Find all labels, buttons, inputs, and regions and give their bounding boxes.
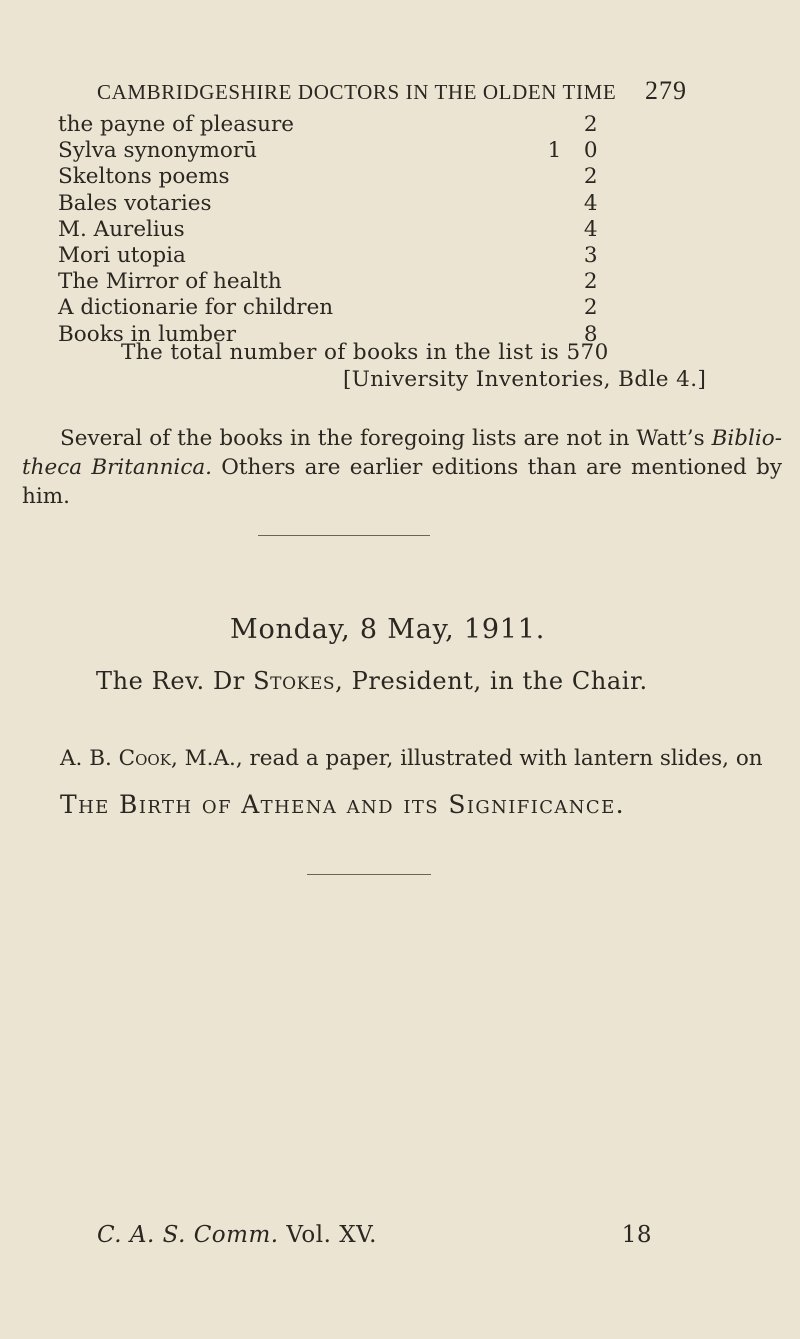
book-title: Skeltons poems xyxy=(58,164,230,190)
book-count: 2 xyxy=(583,269,598,295)
chair-line: The Rev. Dr Stokes, President, in the Chair. xyxy=(96,667,648,695)
page-number: 279 xyxy=(645,76,687,105)
book-title: The Mirror of health xyxy=(58,269,282,295)
book-title: Sylva synonymorū xyxy=(58,138,257,164)
footer-signature-mark: C. A. S. Comm. Vol. XV. xyxy=(97,1222,377,1248)
list-item xyxy=(58,243,598,269)
book-count: 2 xyxy=(583,164,598,190)
paragraph-paper-read: A. B. Cook, M.A., read a paper, illustrated with lantern slides, on xyxy=(60,745,763,771)
source-citation: [University Inventories, Bdle 4.] xyxy=(343,367,707,392)
book-count: 2 xyxy=(583,112,598,137)
list-item xyxy=(58,138,598,164)
signature-number: 18 xyxy=(621,1222,652,1248)
book-count: 2 xyxy=(583,295,598,321)
book-title: Mori utopia xyxy=(58,242,186,268)
section-divider xyxy=(258,535,430,536)
president-name: Stokes xyxy=(253,667,336,695)
book-title: A dictionarie for children xyxy=(58,295,334,321)
running-title: CAMBRIDGESHIRE DOCTORS IN THE OLDEN TIME xyxy=(97,80,617,104)
book-count: 4 xyxy=(583,190,598,216)
book-count: 8 xyxy=(583,321,598,347)
book-count: 3 xyxy=(583,242,598,268)
section-divider xyxy=(307,874,431,875)
page-footer xyxy=(97,1222,652,1248)
volume-label: Vol. XV. xyxy=(286,1222,377,1248)
book-title: Books in lumber xyxy=(58,321,237,347)
meeting-date-heading: Monday, 8 May, 1911. xyxy=(230,614,546,645)
paper-title: The Birth of Athena and its Significance. xyxy=(60,790,625,819)
italic-title: Biblio-theca Britannica. xyxy=(22,425,782,480)
book-inventory-list xyxy=(58,112,598,348)
paragraph-bibliotheca: Several of the books in the foregoing lists are not in Watt’s Biblio-theca Britannica. Others are earlier editions than are mentioned by him. xyxy=(22,425,782,509)
author-name: Cook xyxy=(118,745,171,771)
book-count: 4 xyxy=(583,216,598,242)
book-title: the payne of pleasure xyxy=(58,112,294,137)
total-books-line: The total number of books in the list is 570 xyxy=(121,340,609,365)
list-item xyxy=(58,164,598,190)
book-title: Bales votaries xyxy=(58,190,212,216)
book-title: M. Aurelius xyxy=(58,216,185,242)
list-item xyxy=(58,295,598,321)
list-item xyxy=(58,191,598,217)
list-item xyxy=(58,112,598,138)
running-head xyxy=(97,76,687,106)
list-item xyxy=(58,269,598,295)
book-count: 1 0 xyxy=(547,138,598,164)
list-item xyxy=(58,217,598,243)
